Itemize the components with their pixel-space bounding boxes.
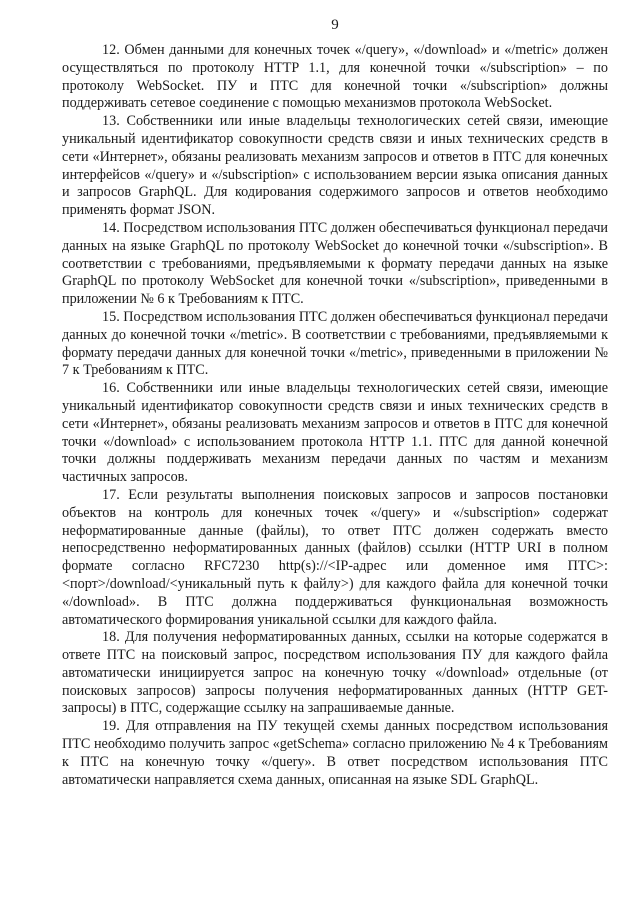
- paragraph-14: 14. Посредством использования ПТС должен обеспечиваться функционал передачи данных на языке GraphQL по протоколу WebSocket до конечной точки «/subscription». В соответствии с требованиями, предъявляемыми к формату передачи данных на языке GraphQL по протоколу WebSocket для конечной точки «/subscription», приведенными в приложении № 6 к Требованиям к ПТС.: [62, 219, 608, 308]
- paragraph-18: 18. Для получения неформатированных данных, ссылки на которые содержатся в ответе ПТС на поисковый запрос, посредством использования ПУ для каждого файла автоматически инициируется запрос на конечную точку «/download» отдельные (от поисковых запросов) запросы получения неформатированных данных (HTTP GET-запросы) в ПТС, содержащие ссылку на запрашиваемые данные.: [62, 629, 608, 717]
- paragraph-13: 13. Собственники или иные владельцы технологических сетей связи, имеющие уникальный идентификатор совокупности средств связи и иных технических средств в сети «Интернет», обязаны реализовать механизм запросов и ответов в ПТС для конечных интерфейсов «/query» и «/subscription» с использованием версии языка описания данных и запросов GraphQL. Для кодирования содержимого запросов и ответов необходимо применять формат JSON.: [62, 113, 608, 219]
- page-number: 9: [331, 17, 339, 33]
- paragraph-17: 17. Если результаты выполнения поисковых запросов и запросов постановки объектов на контроль для конечных точек «/query» и «/subscription» содержат неформатированные данные (файлы), то ответ ПТС должен содержать вместо непосредственно неформатированных данных (файлов) ссылки (HTTP URI в полном формате согласно RFC7230 http(s)://<IP-адрес или доменное имя ПТС>:<порт>/download/<уникальный путь к файлу>) для каждого файла для конечной точки «/download». В ПТС должна поддерживаться функциональная возможность автоматического формирования уникальной ссылки для каждого файла.: [62, 486, 608, 628]
- paragraph-16: 16. Собственники или иные владельцы технологических сетей связи, имеющие уникальный идентификатор совокупности средств связи и иных технических средств в сети «Интернет», обязаны реализовать механизм запросов и ответов в ПТС для конечной точки «/download» с использованием протокола HTTP 1.1. ПТС для данной конечной точки должны поддерживать механизм передачи данных по частям и механизм частичных запросов.: [62, 380, 608, 486]
- document-page: [62, 0, 608, 906]
- document-body: [62, 42, 608, 789]
- paragraph-15: 15. Посредством использования ПТС должен обеспечиваться функционал передачи данных до конечной точки «/metric». В соответствии с требованиями, предъявляемыми к формату передачи данных для конечной точки «/metric», приведенными в приложении № 7 к Требованиям к ПТС.: [62, 308, 608, 379]
- paragraph-19: 19. Для отправления на ПУ текущей схемы данных посредством использования ПТС необходимо получить запрос «getSchema» согласно приложению № 4 к Требованиям к ПТС на конечную точку «/query». В ответ посредством использования ПТС автоматически направляется схема данных, описанная на языке SDL GraphQL.: [62, 718, 608, 788]
- paragraph-12: 12. Обмен данными для конечных точек «/query», «/download» и «/metric» должен осуществляться по протоколу HTTP 1.1, для конечной точки «/subscription» – по протоколу WebSocket. ПУ и ПТС для конечной точки «/subscription» должны поддерживать сетевое соединение с помощью механизмов протокола WebSocket.: [62, 42, 608, 112]
